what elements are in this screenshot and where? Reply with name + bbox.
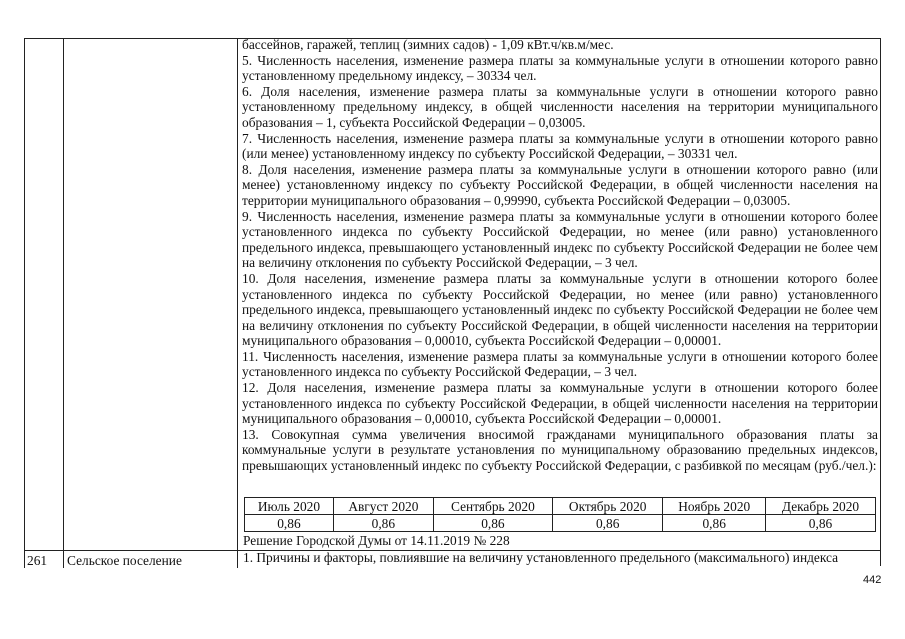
paragraph-9: 9. Численность населения, изменение размера платы за коммунальные услуги в отношении которого более установленного индекса по субъекту Российской Федерации, но менее (или равно) установленного предельного индекса, превышающего установленный индекс по субъекту Российской Федерации не более чем на величину отклонения по субъекту Российской Федерации, – 3 чел. — [242, 208, 878, 271]
month-value: 0,86 — [333, 515, 433, 532]
month-value: 0,86 — [433, 515, 552, 532]
table-border-right — [880, 38, 881, 566]
table-border-col2 — [237, 38, 238, 568]
paragraph-7: 7. Численность населения, изменение размера платы за коммунальные услуги в отношении которого равно (или менее) установленному индексу по субъекту Российской Федерации, – 30331 чел. — [242, 130, 878, 162]
paragraph-0: бассейнов, гаражей, теплиц (зимних садов) - 1,09 кВт.ч/кв.м/мес. — [242, 37, 614, 52]
table-border-col1 — [63, 38, 64, 568]
month-value: 0,86 — [245, 515, 334, 532]
paragraph-10: 10. Доля населения, изменение размера платы за коммунальные услуги в отношении которого более установленного индекса по субъекту Российской Федерации, но менее (или равно) установленного предельного индекса, превышающего установленный индекс по субъекту Российской Федерации не более чем на величину отклонения по субъекту Российской Федерации, в общей численности населения на территории муниципального образования – 0,00010, субъекта Российской Федерации – 0,00001. — [242, 270, 878, 349]
paragraph-12: 12. Доля населения, изменение размера платы за коммунальные услуги в отношении которого более установленного индекса по субъекту Российской Федерации, в общей численности населения на территории муниципального образования – 0,00010, субъекта Российской Федерации – 0,00001. — [242, 380, 878, 427]
paragraph-13: 13. Совокупная сумма увеличения вносимой гражданами муниципального образования платы за коммунальные услуги в результате установления по муниципальному образованию предельных индексов, превышающих установленный индекс по субъекту Российской Федерации, с разбивкой по месяцам (руб./чел.): — [242, 426, 878, 474]
month-header: Июль 2020 — [245, 498, 334, 515]
month-header: Декабрь 2020 — [766, 498, 876, 515]
months-header-row — [245, 498, 876, 515]
row-number: 261 — [27, 553, 48, 568]
month-header: Август 2020 — [333, 498, 433, 515]
months-value-row — [245, 515, 876, 532]
month-header: Сентябрь 2020 — [433, 498, 552, 515]
months-table — [244, 497, 876, 532]
page-number: 442 — [863, 574, 882, 586]
month-value: 0,86 — [552, 515, 662, 532]
row-content-text — [242, 37, 878, 474]
paragraph-6: 6. Доля населения, изменение размера платы за коммунальные услуги в отношении которого равно установленному предельному индексу, в общей численности населения на территории муниципального образования – 1, субъекта Российской Федерации – 0,03005. — [242, 83, 878, 130]
decision-reference: Решение Городской Думы от 14.11.2019 № 228 — [243, 533, 510, 548]
paragraph-8: 8. Доля населения, изменение размера платы за коммунальные услуги в отношении которого равно (или менее) установленному индексу по субъекту Российской Федерации, в общей численности населения на территории муниципального образования – 0,99990, субъекта Российской Федерации – 0,03005. — [242, 161, 878, 208]
paragraph-11: 11. Численность населения, изменение размера платы за коммунальные услуги в отношении которого более установленного индекса по субъекту Российской Федерации, – 3 чел. — [242, 348, 878, 380]
month-header: Октябрь 2020 — [552, 498, 662, 515]
month-value: 0,86 — [766, 515, 876, 532]
paragraph-5: 5. Численность населения, изменение размера платы за коммунальные услуги в отношении которого равно установленному предельному индексу, – 30334 чел. — [242, 52, 878, 84]
table-border-left — [24, 38, 25, 568]
month-value: 0,86 — [663, 515, 766, 532]
month-header: Ноябрь 2020 — [663, 498, 766, 515]
municipality-name: Сельское поселение — [67, 553, 182, 568]
row-first-line: 1. Причины и факторы, повлиявшие на величину установленного предельного (максимального) индекса — [243, 550, 839, 565]
